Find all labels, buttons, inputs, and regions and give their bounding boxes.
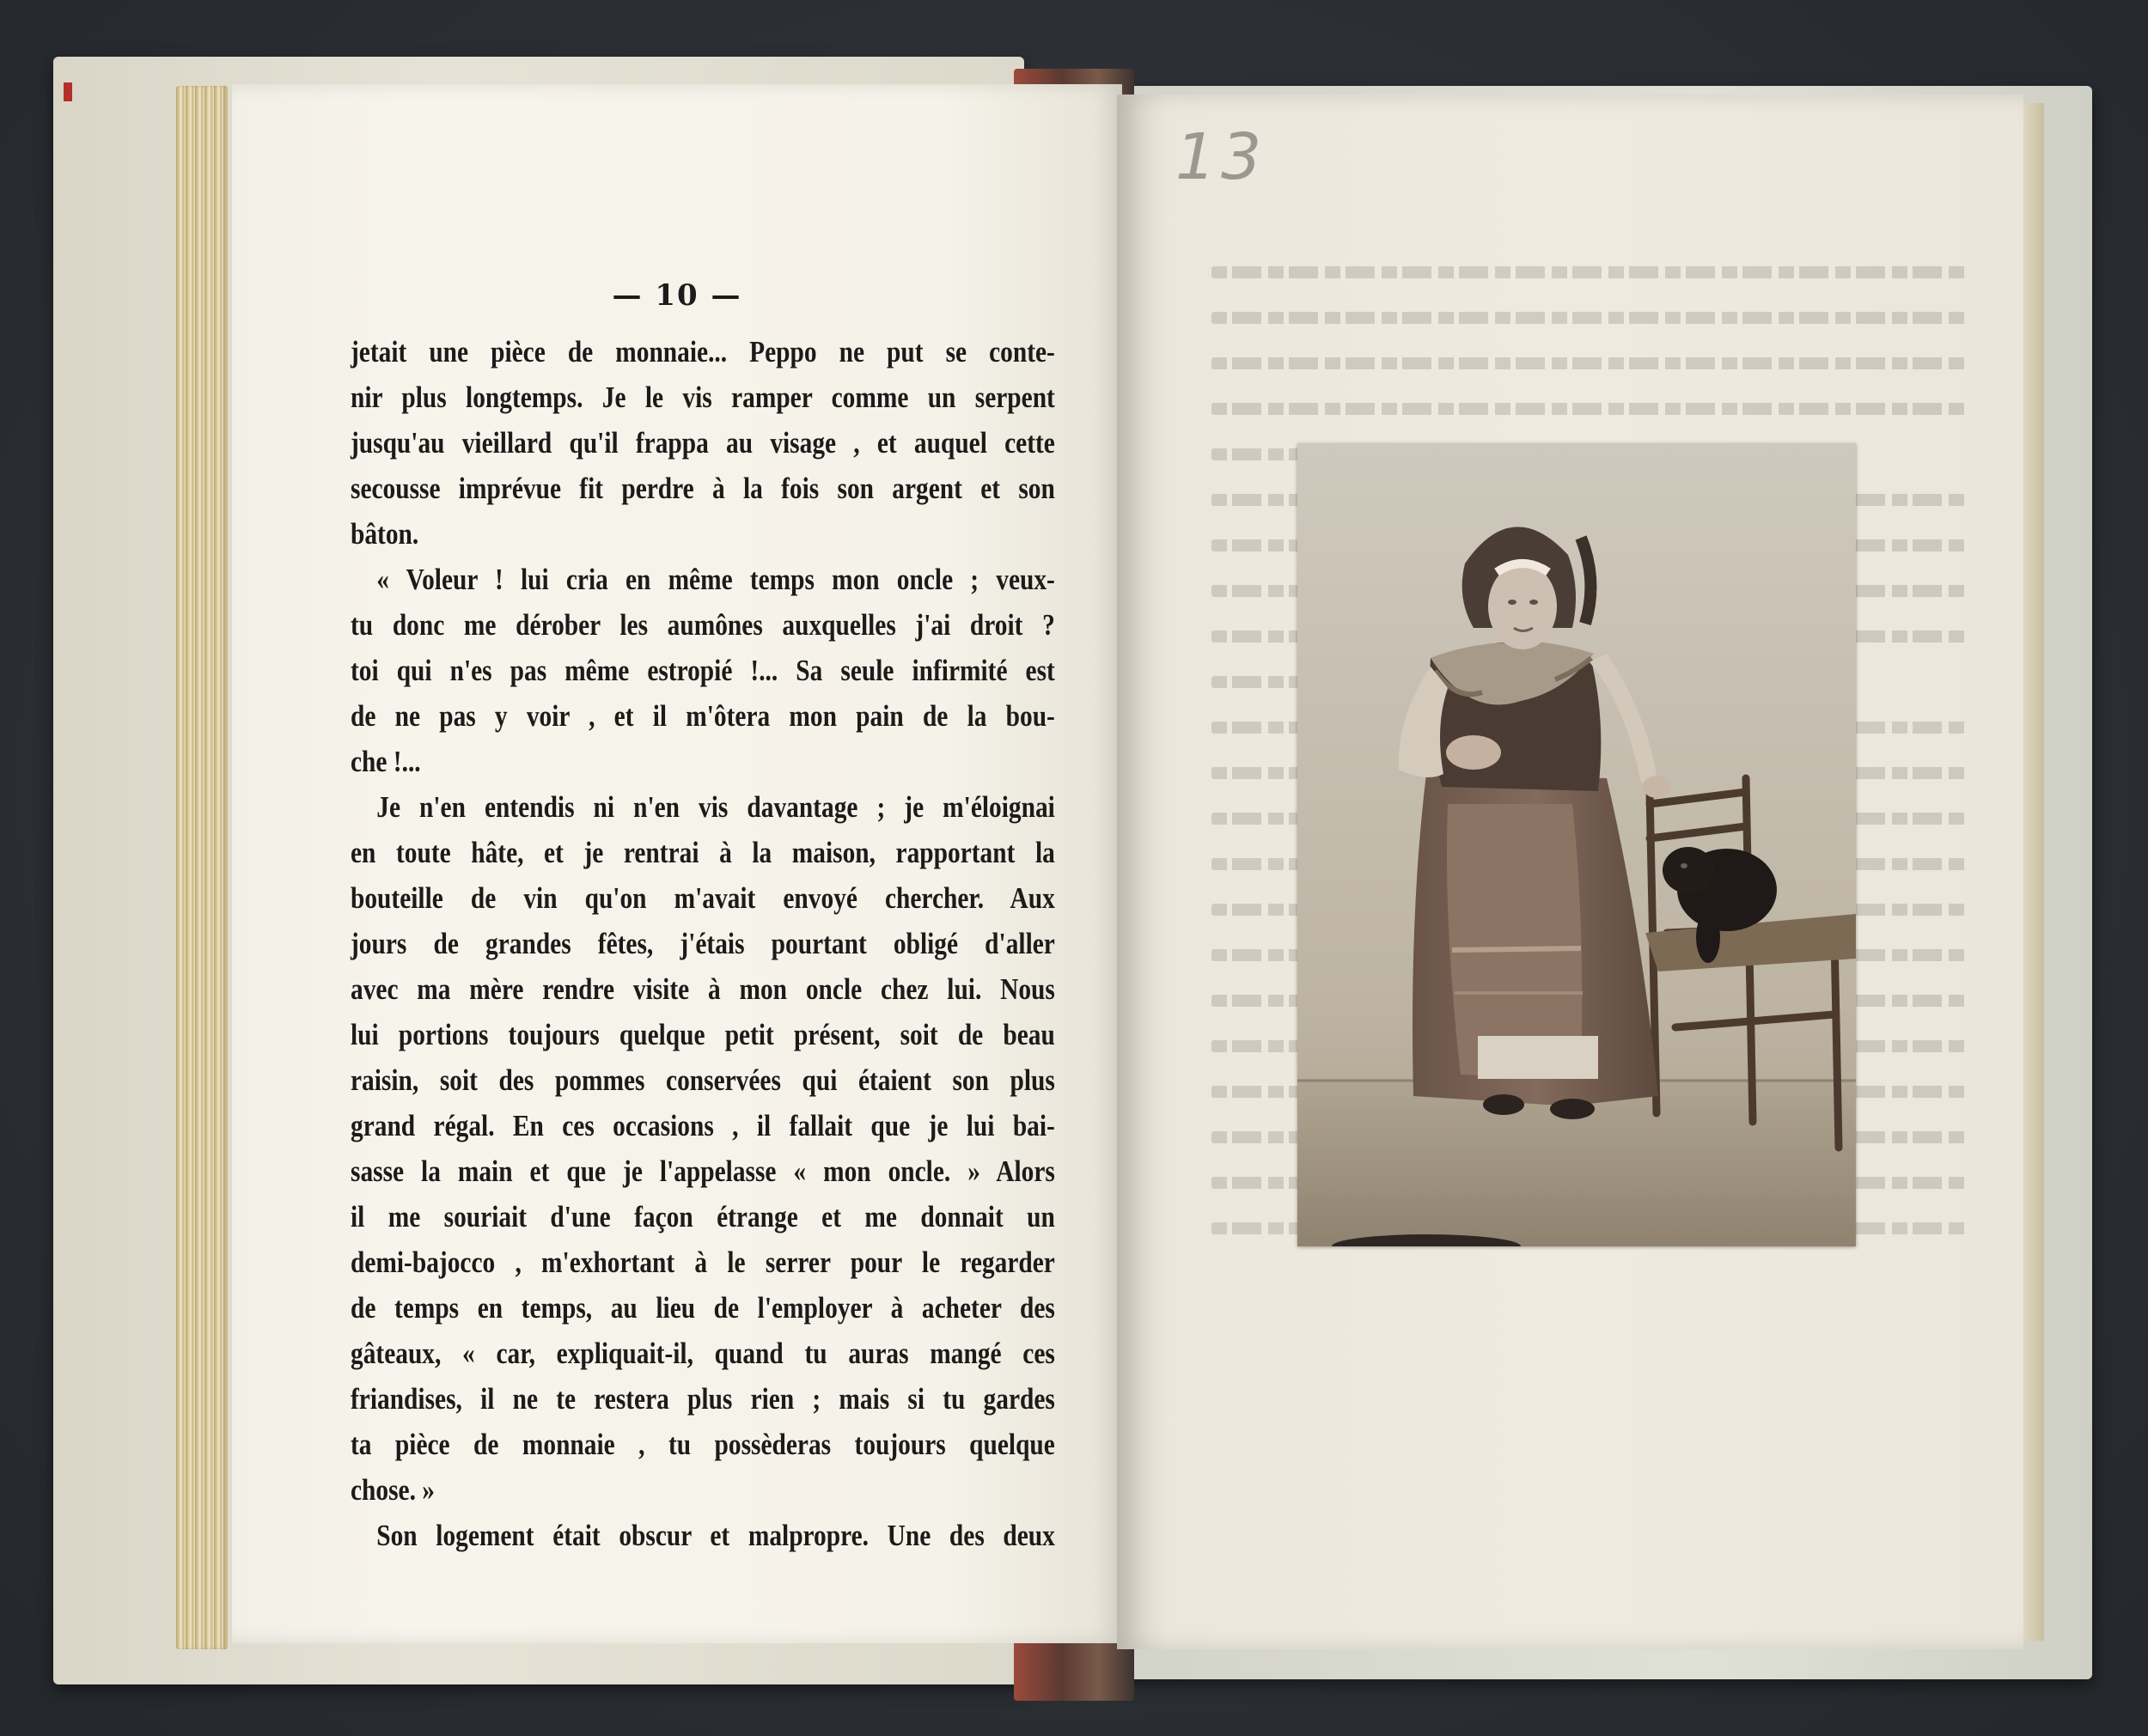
right-page-edge (2023, 103, 2044, 1641)
red-mark (64, 82, 72, 101)
page-edges (176, 86, 228, 1649)
text-line: friandises, il ne te restera plus rien ; mais si tu gardes (351, 1382, 1055, 1416)
text-line: sasse la main et que je l'appelasse « mon oncle. » Alors (351, 1154, 1055, 1188)
photo-illustration (1297, 443, 1856, 1246)
text-line: demi-bajocco , m'exhortant à le serrer pour le regarder (351, 1246, 1055, 1279)
text-line: jetait une pièce de monnaie... Peppo ne put se conte- (351, 335, 1055, 369)
hands (1446, 735, 1501, 770)
text-line: ta pièce de monnaie , tu possèderas toujours quelque (351, 1428, 1055, 1461)
text-line: il me souriait d'une façon étrange et me donnait un (351, 1200, 1055, 1233)
left-page (232, 84, 1122, 1643)
text-line: « Voleur ! lui cria en même temps mon oncle ; veux- (376, 563, 1055, 596)
bleed-through-line (1211, 386, 1968, 431)
text-line: gâteaux, « car, expliquait-il, quand tu auras mangé ces (351, 1337, 1055, 1370)
text-line: jours de grandes fêtes, j'étais pourtant obligé d'aller (351, 927, 1055, 960)
bleed-through-line (1211, 340, 1968, 386)
page-number: — 10 — (612, 278, 742, 313)
face (1488, 563, 1557, 649)
text-line: Son logement était obscur et malpropre. Une des deux (376, 1519, 1055, 1552)
text-line: lui portions toujours quelque petit présent, soit de beau (351, 1018, 1055, 1051)
text-line: en toute hâte, et je rentrai à la maison, rapportant la (351, 836, 1055, 869)
petticoat-hem (1478, 1036, 1598, 1079)
text-line: de temps en temps, au lieu de l'employer à acheter des (351, 1291, 1055, 1325)
text-line: jusqu'au vieillard qu'il frappa au visage , et auquel cette (351, 426, 1055, 460)
text-line: che !... (351, 745, 421, 778)
text-line: bouteille de vin qu'on m'avait envoyé chercher. Aux (351, 881, 1055, 915)
text-line: tu donc me dérober les aumônes auxquelles j'ai droit ? (351, 608, 1055, 642)
photograph (1297, 443, 1856, 1246)
text-line: toi qui n'es pas même estropié !... Sa seule infirmité est (351, 654, 1055, 687)
text-line: bâton. (351, 517, 419, 551)
bleed-through-line (1211, 295, 1968, 340)
handwritten-page-number: 13 (1175, 120, 1267, 194)
text-line: secousse imprévue fit perdre à la fois son argent et son (351, 472, 1055, 505)
bleed-through-line (1211, 249, 1968, 295)
text-line: grand régal. En ces occasions , il fallait que je lui bai- (351, 1109, 1055, 1142)
body-text (351, 329, 1055, 1558)
text-line: de ne pas y voir , et il m'ôtera mon pain de la bou- (351, 699, 1055, 733)
text-line: Je n'en entendis ni n'en vis davantage ; je m'éloignai (376, 790, 1055, 824)
text-line: nir plus longtemps. Je le vis ramper comme un serpent (351, 381, 1055, 414)
text-line: chose. » (351, 1473, 435, 1507)
text-line: avec ma mère rendre visite à mon oncle chez lui. Nous (351, 972, 1055, 1006)
text-line: raisin, soit des pommes conservées qui étaient son plus (351, 1063, 1055, 1097)
